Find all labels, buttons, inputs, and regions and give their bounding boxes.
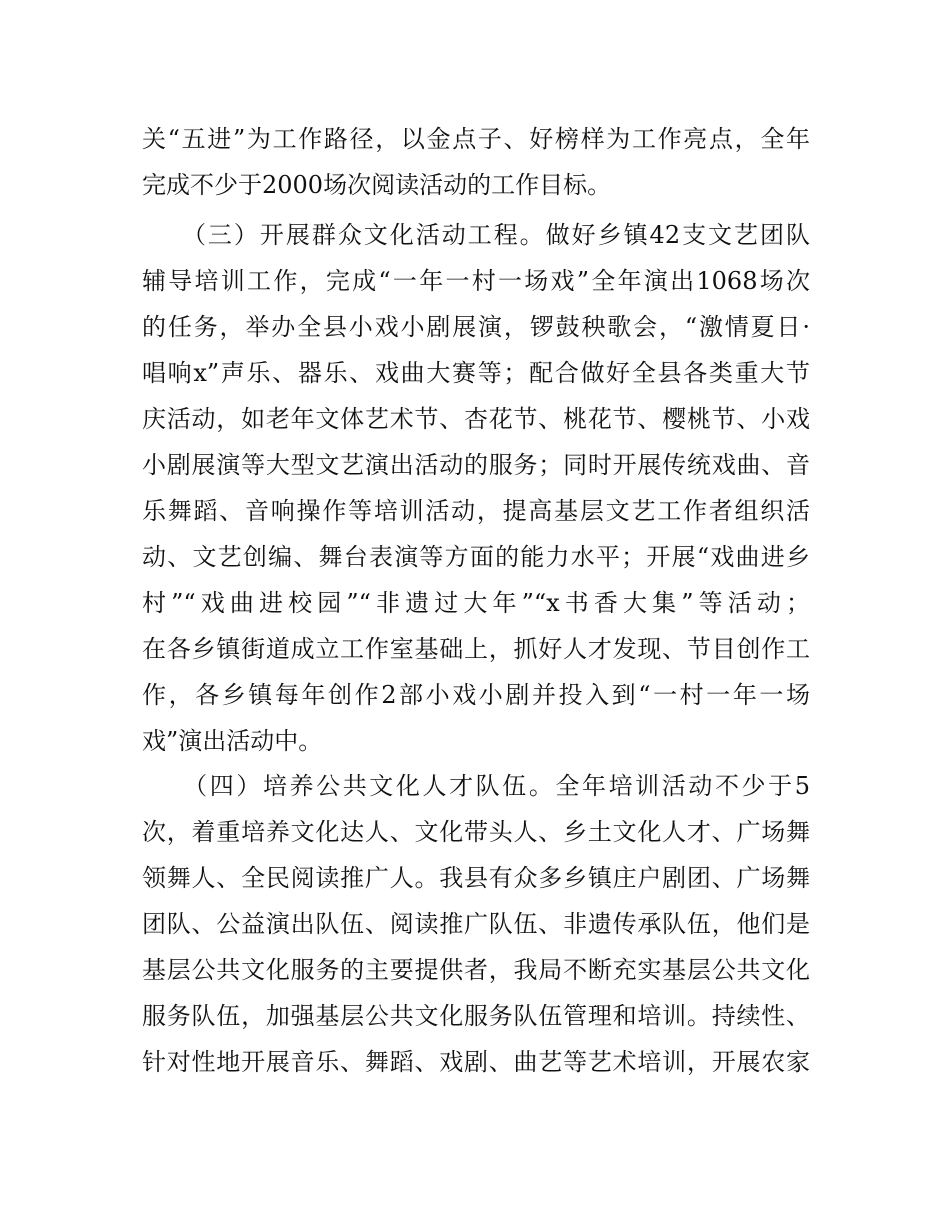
text-line: 领舞人、全民阅读推广人。我县有众多乡镇庄户剧团、广场舞	[142, 864, 810, 892]
text-line: 作，各乡镇每年创作2部小戏小剧并投入到“一村一年一场	[142, 681, 810, 709]
text-line: 小剧展演等大型文艺演出活动的服务；同时开展传统戏曲、音	[142, 451, 810, 479]
text-line: 村”“戏曲进校园”“非遗过大年”“x书香大集”等活动；	[142, 589, 810, 617]
text-line: 乐舞蹈、音响操作等培训活动，提高基层文艺工作者组织活	[142, 497, 810, 525]
text-line: 团队、公益演出队伍、阅读推广队伍、非遗传承队伍，他们是	[142, 910, 810, 938]
text-line: （三）开展群众文化活动工程。做好乡镇42支文艺团队	[142, 221, 810, 249]
text-line: 庆活动，如老年文体艺术节、杏花节、桃花节、樱桃节、小戏	[142, 405, 810, 433]
paragraph-cultural-talent-team	[142, 763, 810, 1085]
text-line: 唱响x”声乐、器乐、戏曲大赛等；配合做好全县各类重大节	[142, 359, 810, 387]
paragraph-reading-goal	[142, 116, 810, 208]
text-line: （四）培养公共文化人才队伍。全年培训活动不少于5	[142, 772, 810, 800]
text-line: 关“五进”为工作路径，以金点子、好榜样为工作亮点，全年	[142, 125, 810, 153]
text-line: 服务队伍，加强基层公共文化服务队伍管理和培训。持续性、	[142, 1002, 810, 1030]
text-line: 辅导培训工作，完成“一年一村一场戏”全年演出1068场次	[142, 267, 810, 295]
text-line: 次，着重培养文化达人、文化带头人、乡土文化人才、广场舞	[142, 818, 810, 846]
text-line: 基层公共文化服务的主要提供者，我局不断充实基层公共文化	[142, 956, 810, 984]
text-line: 戏”演出活动中。	[142, 727, 323, 755]
paragraph-mass-culture-activities	[142, 212, 810, 764]
text-line: 动、文艺创编、舞台表演等方面的能力水平；开展“戏曲进乡	[142, 543, 810, 571]
text-line: 针对性地开展音乐、舞蹈、戏剧、曲艺等艺术培训，开展农家	[142, 1048, 810, 1076]
text-line: 的任务，举办全县小戏小剧展演，锣鼓秧歌会，“激情夏日·	[142, 313, 810, 341]
text-line: 在各乡镇街道成立工作室基础上，抓好人才发现、节目创作工	[142, 635, 810, 663]
text-line: 完成不少于2000场次阅读活动的工作目标。	[142, 171, 612, 199]
